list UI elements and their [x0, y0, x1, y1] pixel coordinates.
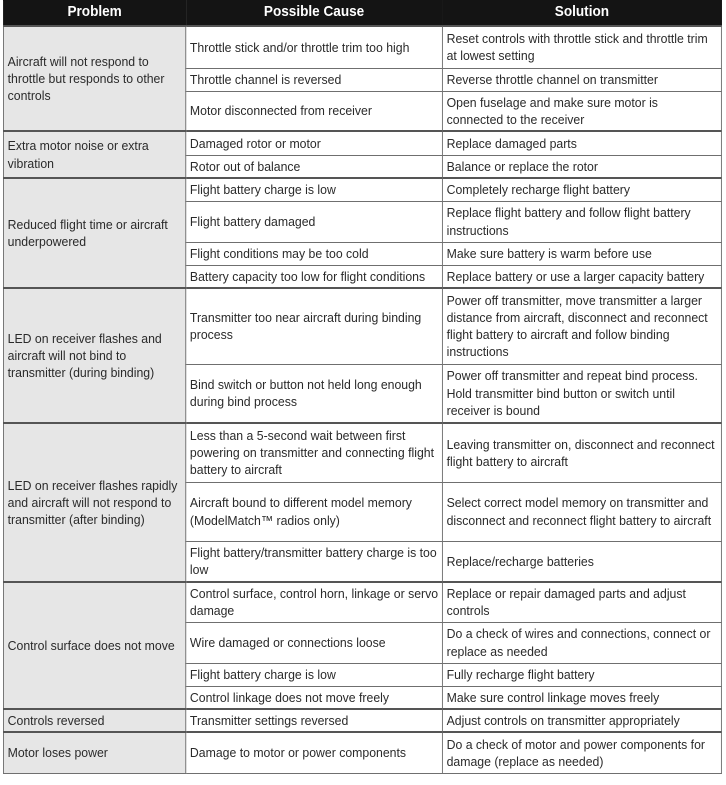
solution-cell: Replace damaged parts: [442, 131, 721, 155]
cause-cell: Flight battery charge is low: [186, 663, 443, 686]
solution-cell: Do a check of motor and power components for damage (replace as needed): [442, 732, 721, 773]
table-row: [3, 288, 721, 364]
problem-cell: Control surface does not move: [3, 582, 185, 709]
table-row: [3, 26, 721, 68]
cause-cell: Aircraft bound to different model memory (ModelMatch™ radios only): [186, 482, 443, 541]
solution-cell: Balance or replace the rotor: [442, 155, 721, 178]
problem-cell: Extra motor noise or extra vibration: [3, 131, 185, 178]
cause-cell: Flight battery charge is low: [186, 178, 443, 201]
cause-cell: Damage to motor or power components: [186, 732, 443, 773]
solution-cell: Open fuselage and make sure motor is connected to the receiver: [442, 91, 721, 131]
solution-cell: Replace battery or use a larger capacity battery: [442, 265, 721, 288]
cause-cell: Throttle channel is reversed: [186, 68, 443, 91]
solution-cell: Power off transmitter and repeat bind process. Hold transmitter bind button or switch until receiver is bound: [442, 364, 721, 423]
solution-cell: Adjust controls on transmitter appropriately: [442, 709, 721, 732]
solution-cell: Make sure battery is warm before use: [442, 242, 721, 265]
cause-cell: Control surface, control horn, linkage or servo damage: [186, 582, 443, 622]
troubleshooting-table: [3, 0, 722, 774]
header-row: [3, 1, 721, 27]
table-row: [3, 582, 721, 622]
solution-cell: Power off transmitter, move transmitter a larger distance from aircraft, disconnect and reconnect flight battery to aircraft and follow binding instructions: [442, 288, 721, 364]
table-header: [3, 1, 721, 27]
solution-cell: Fully recharge flight battery: [442, 663, 721, 686]
solution-cell: Replace flight battery and follow flight battery instructions: [442, 201, 721, 242]
solution-cell: Completely recharge flight battery: [442, 178, 721, 201]
table-row: [3, 423, 721, 482]
solution-cell: Leaving transmitter on, disconnect and reconnect flight battery to aircraft: [442, 423, 721, 482]
cause-cell: Transmitter too near aircraft during binding process: [186, 288, 443, 364]
problem-cell: Controls reversed: [3, 709, 185, 732]
table-body: [3, 26, 721, 773]
table-row: [3, 732, 721, 773]
solution-cell: Make sure control linkage moves freely: [442, 686, 721, 709]
solution-cell: Reset controls with throttle stick and throttle trim at lowest setting: [442, 26, 721, 68]
cause-cell: Damaged rotor or motor: [186, 131, 443, 155]
cause-cell: Battery capacity too low for flight conditions: [186, 265, 443, 288]
solution-cell: Select correct model memory on transmitter and disconnect and reconnect flight battery to aircraft: [442, 482, 721, 541]
problem-cell: LED on receiver flashes and aircraft will not bind to transmitter (during binding): [3, 288, 185, 423]
header-possible-cause: Possible Cause: [186, 1, 443, 27]
cause-cell: Flight battery damaged: [186, 201, 443, 242]
solution-cell: Do a check of wires and connections, connect or replace as needed: [442, 622, 721, 663]
problem-cell: Reduced flight time or aircraft underpowered: [3, 178, 185, 288]
cause-cell: Flight conditions may be too cold: [186, 242, 443, 265]
cause-cell: Transmitter settings reversed: [186, 709, 443, 732]
problem-cell: LED on receiver flashes rapidly and aircraft will not respond to transmitter (after binding): [3, 423, 185, 582]
cause-cell: Flight battery/transmitter battery charge is too low: [186, 541, 443, 582]
table-row: [3, 131, 721, 155]
cause-cell: Bind switch or button not held long enough during bind process: [186, 364, 443, 423]
problem-cell: Aircraft will not respond to throttle but responds to other controls: [3, 26, 185, 131]
cause-cell: Control linkage does not move freely: [186, 686, 443, 709]
cause-cell: Rotor out of balance: [186, 155, 443, 178]
table-row: [3, 178, 721, 201]
solution-cell: Replace or repair damaged parts and adjust controls: [442, 582, 721, 622]
cause-cell: Throttle stick and/or throttle trim too high: [186, 26, 443, 68]
solution-cell: Reverse throttle channel on transmitter: [442, 68, 721, 91]
problem-cell: Motor loses power: [3, 732, 185, 773]
header-problem: Problem: [3, 1, 185, 27]
cause-cell: Less than a 5-second wait between first powering on transmitter and connecting flight battery to aircraft: [186, 423, 443, 482]
cause-cell: Wire damaged or connections loose: [186, 622, 443, 663]
header-solution: Solution: [442, 1, 721, 27]
table-row: [3, 709, 721, 732]
cause-cell: Motor disconnected from receiver: [186, 91, 443, 131]
solution-cell: Replace/recharge batteries: [442, 541, 721, 582]
